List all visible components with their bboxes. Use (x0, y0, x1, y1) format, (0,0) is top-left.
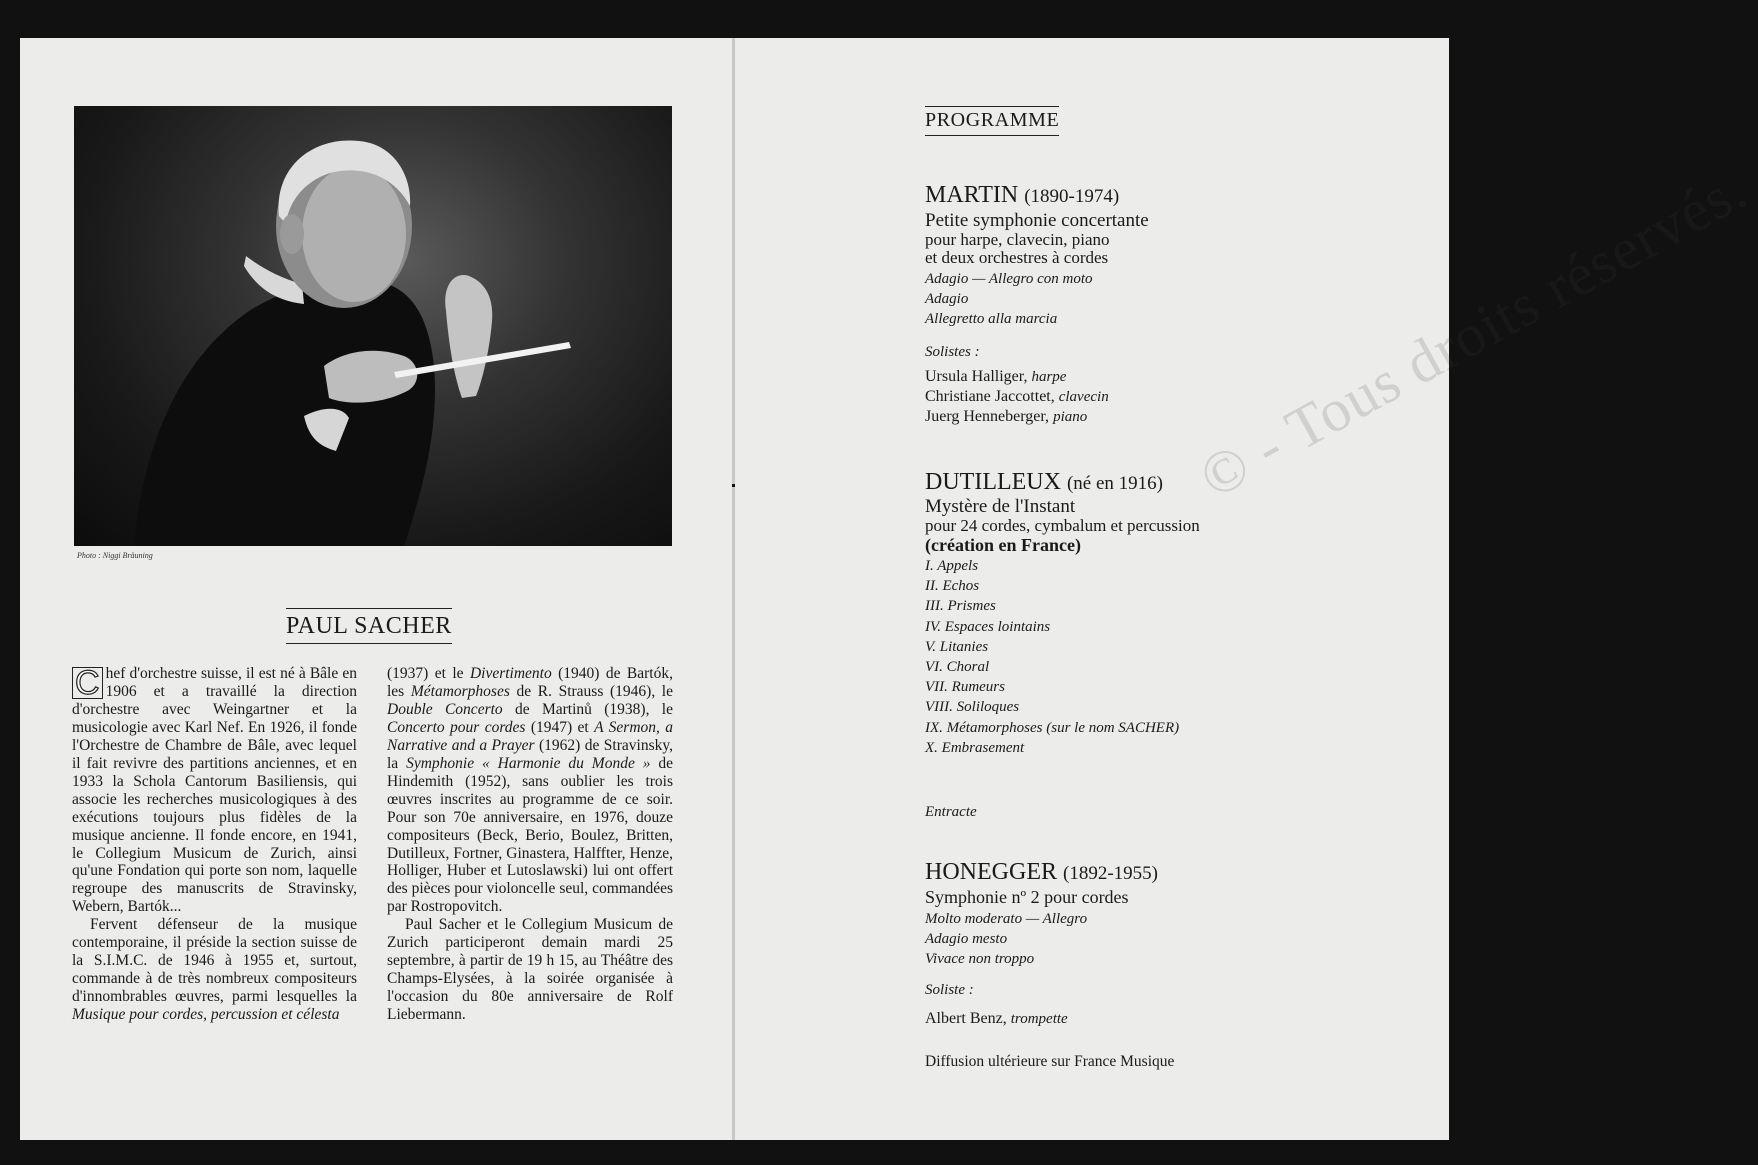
honegger-section (925, 859, 1158, 1029)
movement-item: Adagio mesto (925, 931, 1008, 948)
soloists-label: Solistes : (925, 343, 980, 360)
martin-section (925, 182, 1149, 427)
soloist-label: Soliste : (925, 981, 974, 998)
composer-name (925, 469, 1200, 497)
soloist-name: Albert Benz, (925, 1009, 1011, 1027)
movement-item: I. Appels (925, 558, 979, 574)
bio-paragraph-3 (387, 665, 673, 916)
movement-item: III. Prismes (925, 598, 996, 615)
soloist-line (925, 407, 1149, 427)
soloist-line (925, 387, 1149, 407)
bio-text: de Martinů (1938), le (502, 700, 673, 718)
work-title: Petite symphonie concertante (925, 210, 1149, 231)
bio-column-2 (387, 665, 673, 1024)
left-page (20, 38, 732, 1140)
bio-work-title: Métamorphoses (410, 682, 510, 700)
bio-column-1 (72, 665, 357, 1024)
soloist-name: Juerg Henneberger, (925, 407, 1054, 425)
movement-item: Allegretto alla marcia (925, 311, 1058, 328)
bio-text: de Hindemith (1952), sans oublier les trois œuvres inscrites au programme de ce soir. Pour son 70e anniversaire, en 1976, douze compositeurs (Beck, Berio, Boulez, Britten, Dutilleux, Fortner, Ginastera, Halffter, Henze, Holliger, Huber et Lutoslawski) lui ont offert des pièces pour violoncelle seul, commandées par Rostropovitch. (387, 754, 674, 916)
drop-cap: C (72, 667, 103, 699)
composer-dates: (né en 1916) (1066, 473, 1163, 494)
bio-paragraph-1 (72, 665, 357, 916)
bio-text: de R. Strauss (1946), le (509, 682, 673, 700)
movement-item: IX. Métamorphoses (sur le nom SACHER) (925, 719, 1180, 736)
bio-work-title: Divertimento (469, 665, 552, 682)
movement-item: II. Echos (925, 578, 980, 595)
soloist-instrument: trompette (1010, 1010, 1068, 1027)
composer-honegger: HONEGGER (925, 859, 1057, 885)
soloist-name: Christiane Jaccottet, (925, 387, 1059, 405)
movement-item: Adagio — Allegro con moto (925, 271, 1093, 287)
movement-list (925, 909, 1158, 970)
soloist-line (925, 367, 1149, 387)
movement-item: IV. Espaces lointains (925, 618, 1051, 635)
composer-dates: (1890-1974) (1024, 186, 1120, 207)
soloist-instrument: harpe (1031, 368, 1067, 385)
soloist-line (925, 1009, 1158, 1029)
movement-item: VII. Rumeurs (925, 679, 1005, 696)
bio-text-2: Fervent défenseur de la musique contemporaine, il préside la section suisse de la S.I.M.C. de 1946 à 1955 et, surtout, commande à de très nombreux compositeurs d'innombrables œuvres, parmi lesquelles la (72, 916, 357, 1006)
work-subtitle: pour harpe, clavecin, piano (925, 230, 1110, 249)
bio-paragraph-4: Paul Sacher et le Collegium Musicum de Zurich participeront demain mardi 25 septembre, à partir de 19 h 15, au Théâtre des Champs-Elysées, à la soirée organisée à l'occasion du 80e anniversaire de Rolf Liebermann. (387, 916, 673, 1024)
bio-text: (1940) de Bartók, les (387, 665, 673, 700)
movement-item: Molto moderato — Allegro (925, 911, 1088, 927)
work-title: Mystère de l'Instant (925, 496, 1076, 517)
intermission-label: Entracte (925, 804, 977, 820)
soloist-list (925, 367, 1149, 427)
movement-item: Vivace non troppo (925, 951, 1035, 968)
composer-dates: (1892-1955) (1063, 863, 1158, 884)
soloist-instrument: clavecin (1058, 388, 1109, 405)
bio-work-title: Musique pour cordes, percussion et célesta (72, 1006, 340, 1024)
movement-item: VIII. Soliloques (925, 699, 1020, 716)
programme-title: PROGRAMME (925, 106, 1059, 136)
composer-dutilleux: DUTILLEUX (925, 469, 1061, 495)
bio-text-1: hef d'orchestre suisse, il est né à Bâle en 1906 et a travaillé la direction d'orchestre avec Weingartner et la musicologie avec Karl Nef. En 1926, il fonde l'Orchestre de Chambre de Bâle, avec lequel il fait revivre des partitions anciennes, et en 1933 la Schola Cantorum Basiliensis, qui associe les recherches musicologiques à des exécutions toujours plus fidèles de la musique ancienne. Il fonde encore, en 1941, le Collegium Musicum de Zurich, ainsi qu'une Fondation qui porte son nom, laquelle regroupe des manuscrits de Stravinsky, Webern, Bartók... (72, 665, 357, 916)
photo-credit: Photo : Niggi Bräuning (77, 551, 153, 560)
bio-work-title: Concerto pour cordes (387, 718, 526, 736)
bio-work-title: Double Concerto (387, 700, 503, 718)
broadcast-note: Diffusion ultérieure sur France Musique (925, 1053, 1175, 1070)
work-subtitle: pour 24 cordes, cymbalum et percussion (925, 516, 1200, 535)
bio-work-title: Symphonie « Harmonie du Monde » (406, 754, 651, 772)
bio-text: (1937) et le (387, 665, 470, 682)
premiere-note: (création en France) (925, 535, 1081, 555)
soloist-name: Ursula Halliger, (925, 367, 1032, 385)
bio-title: PAUL SACHER (286, 608, 452, 644)
bio-text: (1947) et (525, 718, 595, 736)
movement-item: VI. Choral (925, 659, 990, 676)
dutilleux-section (925, 469, 1200, 758)
movement-item: Adagio (925, 291, 969, 308)
conductor-photo (74, 106, 672, 546)
work-title: Symphonie nº 2 pour cordes (925, 887, 1129, 907)
movement-item: X. Embrasement (925, 739, 1025, 756)
right-page (735, 38, 1758, 1140)
movement-list (925, 556, 1200, 758)
copyright-watermark: © - Tous droits réservés. (1188, 155, 1758, 511)
soloist-instrument: piano (1053, 408, 1088, 425)
work-subtitle: et deux orchestres à cordes (925, 248, 1109, 267)
movement-list (925, 269, 1149, 330)
composer-name (925, 182, 1149, 210)
bio-work-title: A Sermon, a Narrative and a Prayer (387, 718, 674, 754)
movement-item: V. Litanies (925, 638, 989, 655)
bio-paragraph-2 (72, 916, 357, 1024)
composer-name (925, 859, 1158, 887)
bio-text: (1962) de Stravinsky, la (387, 736, 673, 772)
composer-martin: MARTIN (925, 182, 1019, 208)
